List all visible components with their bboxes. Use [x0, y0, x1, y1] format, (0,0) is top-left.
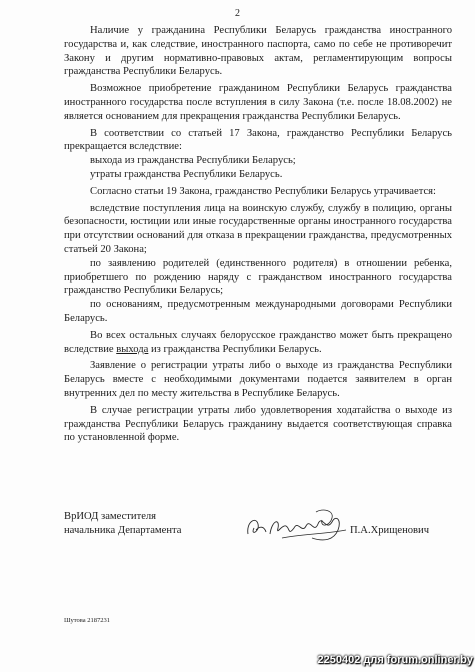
paragraph-all-other-cases-start: Во всех остальных случаях белорусское гражданство может быть прекращено вследствие	[64, 329, 452, 355]
handwritten-signature	[242, 504, 352, 546]
list-item-exit: выхода из гражданства Республики Беларусь;	[90, 155, 296, 167]
paragraph-all-other-cases	[64, 329, 452, 357]
signatory-name: П.А.Хрищенович	[350, 525, 430, 536]
paragraph-article-17: В соответствии со статьей 17 Закона, гражданство Республики Беларусь прекращается вследствие:	[64, 127, 452, 153]
signatory-title	[64, 510, 181, 538]
document-body	[64, 24, 452, 445]
paragraph-acquisition: Возможное приобретение гражданином Республики Беларусь гражданства иностранного государства после вступления в силу Закона (т.е. после 18.08.2002) не является основанием для прекращения гражданства Республики Беларусь.	[64, 83, 452, 122]
page-number: 2	[235, 8, 240, 19]
list-item-loss: утраты гражданства Республики Беларусь.	[90, 168, 283, 180]
paragraph-certificate: В случае регистрации утраты либо удовлетворения ходатайства о выходе из гражданства Республики Беларусь гражданину выдается соответствующая справка по установленной форме.	[64, 404, 452, 444]
signatory-title-line2: начальника Департамента	[64, 524, 182, 536]
signatory-title-line1: ВрИОД заместителя	[64, 511, 157, 522]
paragraph-all-other-cases-end: из гражданства Республики Беларусь.	[148, 343, 322, 355]
executor-footer: Шутова 2187231	[64, 617, 111, 624]
forum-watermark: 2250402 для forum.onliner.by	[317, 654, 473, 666]
list-item-international-treaties: по основаниям, предусмотренным международными договорами Республики Беларусь.	[64, 299, 452, 324]
paragraph-article-19: Согласно статьи 19 Закона, гражданство Республики Беларусь утрачивается:	[90, 185, 436, 197]
list-item-military-service: вследствие поступления лица на воинскую службу, службу в полицию, органы безопасности, юстиции или иные государственные органы иностранного государства при отсутствии оснований для отказа в прекращении гражданства, предусмотренных статьей 20 Закона;	[64, 202, 452, 255]
exit-link[interactable]: выхода	[116, 343, 149, 355]
list-item-parents-application: по заявлению родителей (единственного родителя) в отношении ребенка, приобретшего по рождению наряду с гражданством иностранного государства гражданство Республики Беларусь;	[64, 257, 452, 297]
paragraph-dual-citizenship: Наличие у гражданина Республики Беларусь гражданства иностранного государства и, как следствие, иностранного паспорта, само по себе не противоречит Закону и другим нормативно-правовых актам, регламентирующим вопросы гражданства Республики Беларусь.	[64, 25, 452, 78]
paragraph-application: Заявление о регистрации утраты либо о выходе из гражданства Республики Беларусь вместе с необходимыми документами подается заявителем в орган внутренних дел по месту жительства в Республике Беларусь.	[64, 360, 452, 399]
